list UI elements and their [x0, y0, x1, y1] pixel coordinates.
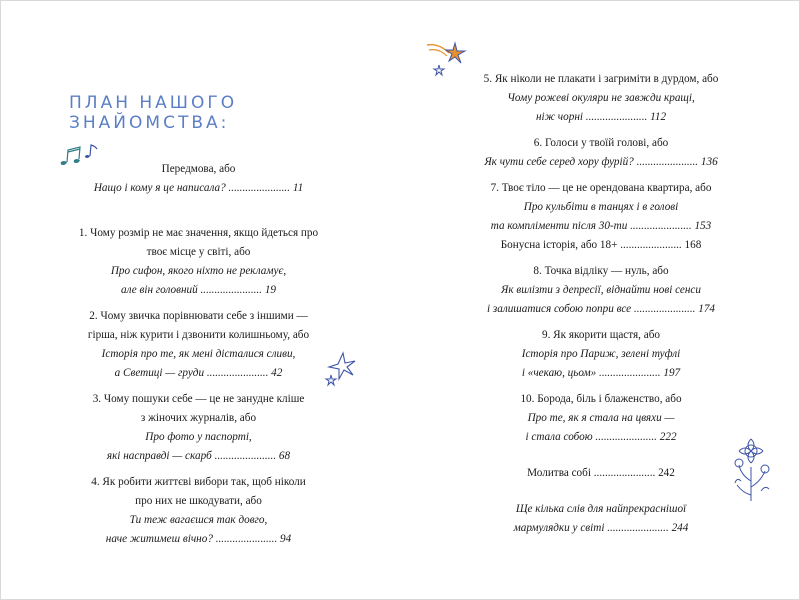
toc-entry: [451, 179, 751, 255]
entry-line: з жіночих журналів, або: [140, 412, 257, 424]
entry-line: і залишатися собою попри все ...................... 174: [486, 303, 716, 315]
entry-line: 4. Як робити життєві вибори так, щоб ніколи: [91, 476, 306, 488]
entry-line: які насправді — скарб ...................... 68: [106, 450, 291, 462]
entry-line: твоє місце у світі, або: [146, 246, 251, 258]
entry-line: Ти теж вагаєшся так довго,: [129, 514, 268, 526]
entry-line: ніж чорні ...................... 112: [535, 111, 667, 123]
toc-entry: [451, 390, 751, 447]
toc-right-column: [451, 70, 751, 538]
toc-heading: ПЛАН НАШОГО ЗНАЙОМСТВА:: [69, 93, 238, 133]
entry-line: 10. Борода, біль і блаженство, або: [520, 393, 682, 405]
entry-line: Бонусна історія, або 18+ ...................... 168: [500, 239, 702, 251]
toc-entry: [451, 134, 751, 172]
entry-line: 1. Чому розмір не має значення, якщо йдеться про: [78, 227, 319, 239]
entry-line: про них не шкодувати, або: [135, 495, 262, 507]
entry-line: мармулядки у світі ...................... 244: [513, 522, 689, 534]
entry-line: 9. Як якорити щастя, або: [541, 329, 661, 341]
entry-line: Про сифон, якого ніхто не рекламує,: [110, 265, 287, 277]
entry-line: Історія про Париж, зелені туфлі: [521, 348, 681, 360]
entry-line: 5. Як ніколи не плакати і загриміти в дурдом, або: [483, 73, 719, 85]
toc-entry: [451, 262, 751, 319]
toc-entry: [46, 160, 351, 198]
toc-entry: [451, 326, 751, 383]
entry-line: та компліменти після 30-ти ...................... 153: [490, 220, 712, 232]
entry-line: і стала собою ...................... 222: [525, 431, 677, 443]
entry-line: Про те, як я стала на цвяхи —: [527, 412, 675, 424]
entry-line: і «чекаю, цьом» ...................... 197: [521, 367, 681, 379]
entry-line: наче житимеш вічно? ...................... 94: [105, 533, 292, 545]
toc-entry: [46, 390, 351, 466]
entry-line: але він головний ...................... 19: [120, 284, 277, 296]
entry-line: Ще кілька слів для найпрекраснішої: [515, 503, 687, 515]
left-page: [1, 1, 401, 599]
toc-entry: [451, 70, 751, 127]
toc-entry: [46, 224, 351, 300]
entry-line: а Светиці — груди ...................... 42: [114, 367, 283, 379]
toc-entry: [451, 500, 751, 538]
entry-line: Молитва собі ...................... 242: [527, 467, 675, 479]
toc-left-column: [46, 160, 351, 549]
entry-line: 2. Чому звичка порівнювати себе з іншими —: [89, 310, 308, 322]
toc-entry: [46, 307, 351, 383]
toc-entry: [451, 464, 751, 483]
entry-line: Передмова, або: [161, 163, 236, 175]
entry-line: Як чути себе серед хору фурій? ...................... 136: [484, 156, 718, 168]
entry-line: 8. Точка відліку — нуль, або: [533, 265, 669, 277]
toc-entry: [46, 473, 351, 549]
entry-line: Історія про те, як мені дісталися сливи,: [101, 348, 296, 360]
entry-line: Чому рожеві окуляри не завжди кращі,: [507, 92, 695, 104]
entry-line: 7. Твоє тіло — це не орендована квартира, або: [490, 182, 712, 194]
entry-line: 3. Чому пошуки себе — це не занудне кліше: [92, 393, 305, 405]
right-page: [401, 1, 799, 599]
entry-line: гірша, ніж курити і дзвонити колишньому, або: [87, 329, 310, 341]
entry-line: 6. Голоси у твоїй голові, або: [533, 137, 669, 149]
entry-line: Про кульбіти в танцях і в голові: [523, 201, 679, 213]
entry-line: Про фото у паспорті,: [145, 431, 252, 443]
entry-line: Як вилізти з депресії, віднайти нові сенси: [501, 284, 701, 296]
entry-line: Нащо і кому я це написала? ...................... 11: [93, 182, 304, 194]
